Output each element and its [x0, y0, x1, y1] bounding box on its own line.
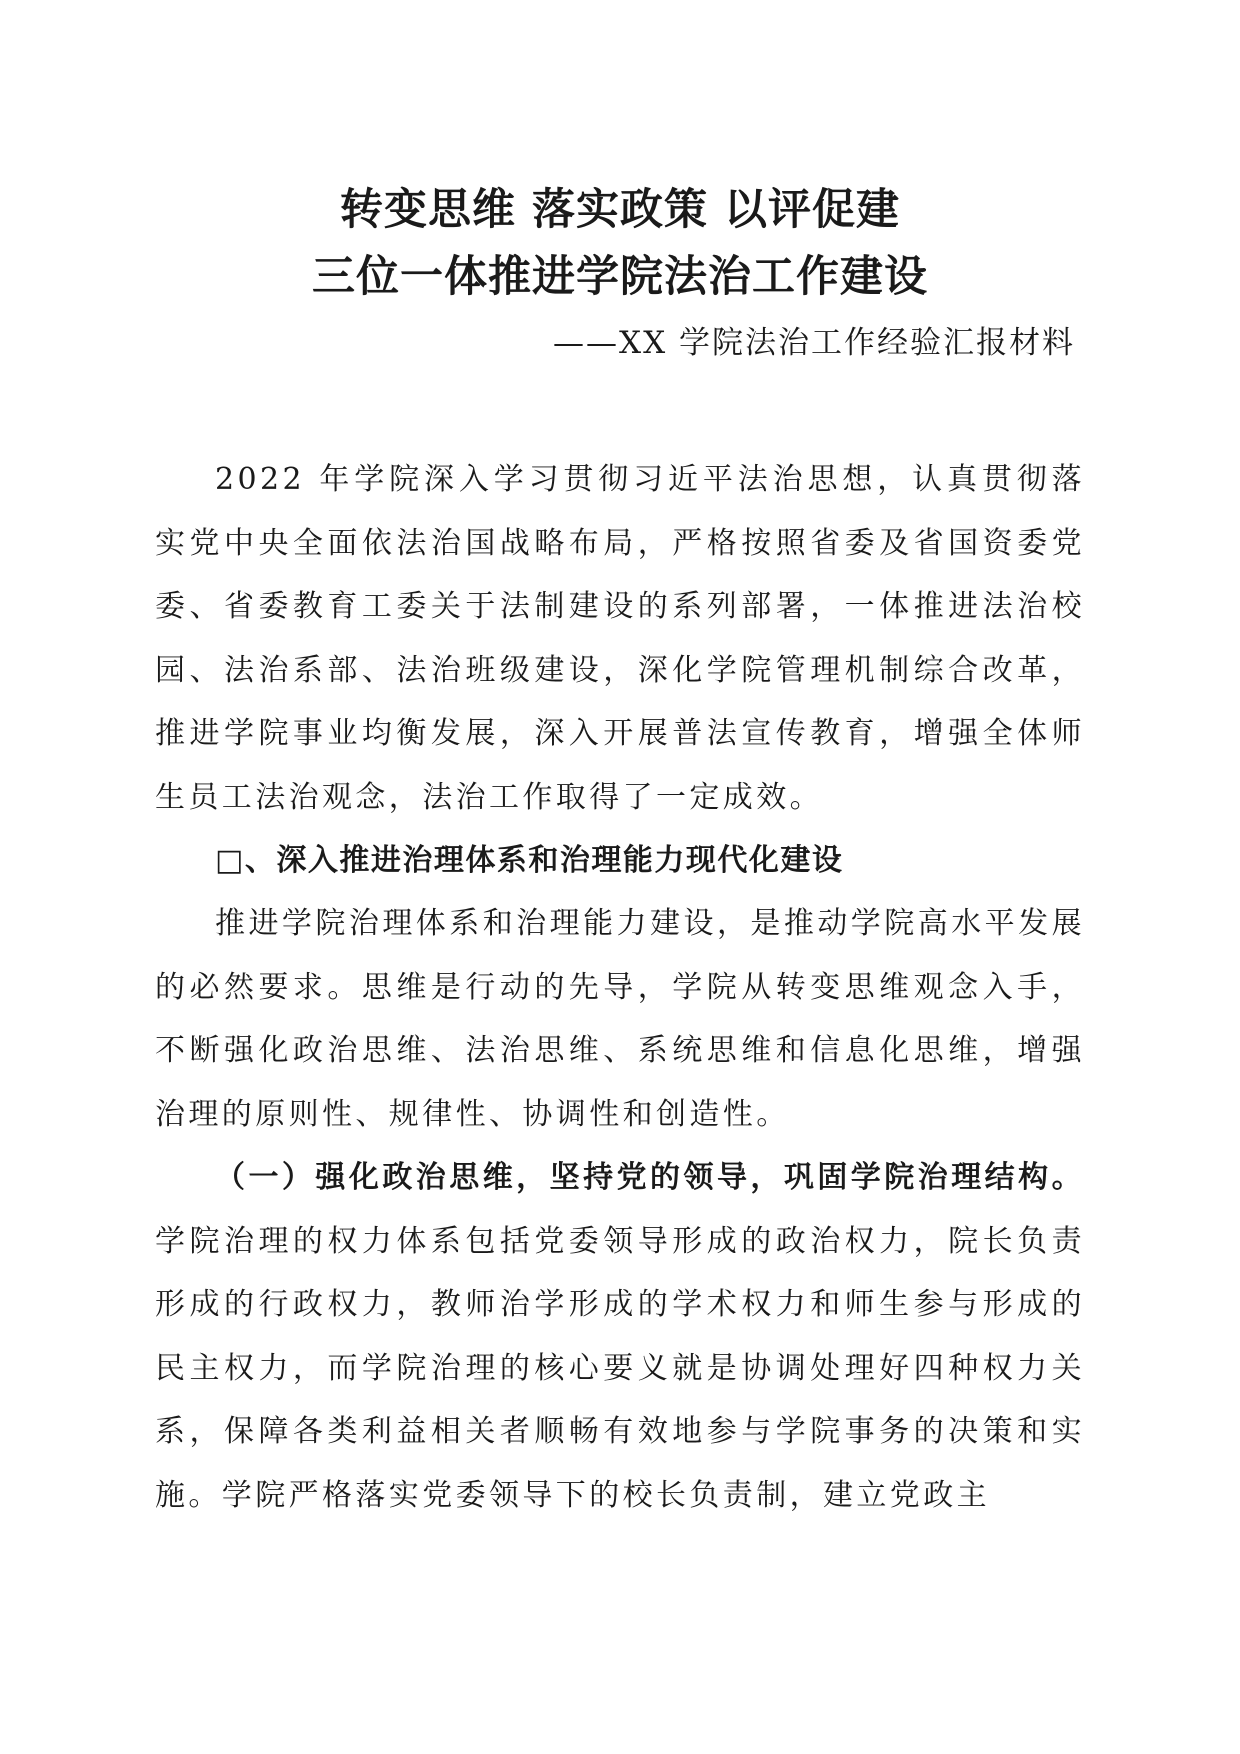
intro-paragraph: 2022 年学院深入学习贯彻习近平法治思想，认真贯彻落实党中央全面依法治国战略布局，严格按照省委及省国资委党委、省委教育工委关于法制建设的系列部署，一体推进法治校园、法治系部、法治班级建设，深化学院管理机制综合改革，推进学院事业均衡发展，深入开展普法宣传教育，增强全体师生员工法治观念，法治工作取得了一定成效。 [155, 462, 1085, 815]
document-subtitle: ——XX 学院法治工作经验汇报材料 [553, 325, 1075, 361]
document-title-line-2: 三位一体推进学院法治工作建设 [312, 252, 928, 302]
subsection-1-heading: （一）强化政治思维，坚持党的领导，巩固学院治理结构。 [215, 1160, 1085, 1195]
subsection-1-body: 学院治理的权力体系包括党委领导形成的政治权力，院长负责形成的行政权力，教师治学形成的学术权力和师生参与形成的民主权力，而学院治理的核心要义就是协调处理好四种权力关系，保障各类利益相关者顺畅有效地参与学院事务的决策和实施。学院严格落实党委领导下的校长负责制，建立党政主 [155, 1223, 1085, 1513]
section-1-paragraph: 推进学院治理体系和治理能力建设，是推动学院高水平发展的必然要求。思维是行动的先导，学院从转变思维观念入手，不断强化政治思维、法治思维、系统思维和信息化思维，增强治理的原则性、规律性、协调性和创造性。 [155, 906, 1085, 1132]
document-title-line-1: 转变思维 落实政策 以评促建 [340, 185, 900, 235]
section-1-heading: □、深入推进治理体系和治理能力现代化建设 [215, 843, 844, 878]
subsection-1-paragraph [155, 1146, 1085, 1527]
